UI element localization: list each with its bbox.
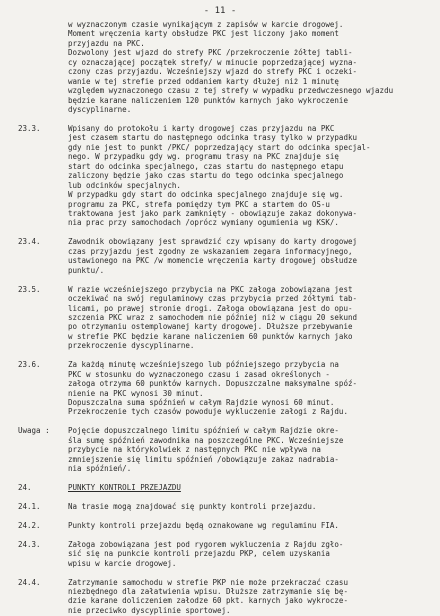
line-text: śla sumę spóźnień zawodnika na poszczególne PKC. Wcześniejsze — [68, 435, 344, 445]
line-text: załoga otrzyma 60 punktów karnych. Dopuszczalne maksymalne spóź- — [68, 379, 357, 389]
paragraph-number: 24.1. — [18, 501, 41, 511]
line-text: Przekroczenie tych czasów powoduje wykluczenie załogi z Rajdu. — [68, 407, 348, 417]
paragraph-number: 23.6. — [18, 360, 41, 370]
line-text: nego. W przypadku gdy wg. programu trasy na PKC znajduje się — [68, 152, 339, 162]
line-text: czas przyjazdu jest zgodny ze wskazaniem zegara informacyjnego, — [68, 246, 353, 256]
line-text: Zawodnik obowiązany jest sprawdzić czy wpisany do karty drogowej — [68, 237, 357, 247]
line-text: po otrzymaniu ostemplowanej karty drogowej. Dłuższe przebywanie — [68, 322, 353, 332]
line-text: wpisu w karcie drogowej. — [68, 558, 177, 568]
paragraph-number: 23.3. — [18, 123, 41, 133]
line-text: PKC w stosunku do wyznaczonego czasu i zasad określonych - — [68, 369, 330, 379]
line-text: wanie w tej strefie przed oddaniem karty dłużej niż 1 minutę — [68, 76, 339, 86]
line-text: szczenia PKC wraz z samochodem nie później niż w ciągu 20 sekund — [68, 312, 357, 322]
line-text: niezbędnego dla załatwienia wpisu. Dłuższe zatrzymanie się bę- — [68, 587, 348, 596]
line-text: lub odcinków specjalnych. — [68, 180, 181, 190]
paragraph-number: 24. — [18, 483, 32, 493]
line-text: traktowana jest jako park zamknięty - obowiązuje zakaz dokonywa- — [68, 209, 357, 218]
line-text: jest czasem startu do następnego odcinka trasy tylko w przypadku — [68, 133, 357, 143]
line-text: dzie karane doliczeniem załodze 60 pkt. karnych jako wykrocze- — [68, 596, 348, 606]
line-text: Dozwolony jest wjazd do strefy PKC /przekroczenie żółtej tabli- — [68, 48, 353, 58]
line-text: w wyznaczonym czasie wynikającym z zapisów w karcie drogowej. — [68, 20, 344, 29]
line-text: nia prac przy samochodach /oprócz wymiany ogumienia wg KSK/. — [68, 218, 339, 228]
line-text: ustawionego na PKC /w momencie wręczenia karty drogowej obsłudze — [68, 256, 357, 266]
line-text: Punkty kontroli przejazdu będą oznakowane wg regulaminu FIA. — [68, 520, 339, 530]
line-text: zmniejszenie się limitu spóźnień /obowiązuje zakaz nadrabia- — [68, 454, 339, 464]
line-text: Za każdą minutę wcześniejszego lub późniejszego przybycia na — [68, 360, 339, 370]
line-text: Moment wręczenia karty obsłudze PKC jest liczony jako moment — [68, 29, 339, 39]
line-text: Wpisany do protokołu i karty drogowej czas przyjazdu na PKC — [68, 123, 335, 133]
line-text: będzie karane naliczeniem 120 punktów karnych jako wykroczenie — [68, 95, 348, 105]
line-text: nie przeciwko dyscyplinie sportowej. — [68, 605, 231, 615]
line-text: start do odcinka specjalnego, czas startu do następnego etapu — [68, 161, 344, 171]
line-text: W przypadku gdy start do odcinka specjalnego znajduje się wg. — [68, 190, 344, 200]
line-text: Dopuszczalna suma spóźnień w całym Rajdzie wynosi 60 minut. — [68, 398, 335, 407]
line-text: licami, po prawej stronie drogi. Załoga obowiązana jest do opu- — [68, 303, 353, 313]
line-text: W razie wcześniejszego przybycia na PKC załoga zobowiązana jest — [68, 284, 353, 294]
line-text: przekroczenie dyscyplinarne. — [68, 341, 195, 351]
page-number: - 11 - — [203, 6, 237, 16]
line-text: względem wyznaczonego czasu z tej strefy w wypadku przedwczesnego wjazdu — [68, 86, 394, 96]
line-text: czony czas przyjazdu. Wcześniejszy wjazd do strefy PKC i oczeki- — [68, 67, 357, 77]
line-text: punktu/. — [68, 265, 105, 275]
paragraph-number: 24.2. — [18, 520, 41, 530]
line-text: przybycie na którykolwiek z następnych PKC nie wpływa na — [68, 445, 321, 455]
line-text: zaliczony będzie jako czas startu do tego odcinka specjalnego — [68, 171, 344, 181]
text-line — [0, 606, 440, 616]
line-text: nienie na PKC wynosi 30 minut. — [68, 388, 204, 398]
line-text: cy oznaczającej początek strefy/ w minucie poprzedzającej wyzna- — [68, 57, 357, 67]
line-text: sić się na punkcie kontroli przejazdu PKP, celem uzyskania — [68, 549, 330, 559]
line-text: przyjazdu na PKC. — [68, 38, 145, 48]
line-text: Zatrzymanie samochodu w strefie PKP nie może przekraczać czasu — [68, 577, 348, 587]
paragraph-number: 24.4. — [18, 577, 41, 587]
paragraph-number: Uwaga : — [18, 426, 50, 436]
line-text: w strefie PKC będzie karane naliczeniem 60 punktów karnych jako — [68, 331, 353, 341]
line-text: gdy nie jest to punkt /PKC/ poprzedzający start do odcinka specjal- — [68, 142, 371, 152]
line-text: nia spóźnień/. — [68, 464, 132, 474]
paragraph-number: 23.5. — [18, 284, 41, 294]
section-heading: PUNKTY KONTROLI PRZEJAZDU — [68, 483, 181, 493]
line-text: programu za PKC, strefa pomiędzy tym PKC a startem do OS-u — [68, 199, 330, 209]
line-text: oczekiwać na swój regulaminowy czas przybycia przed żółtymi tab- — [68, 294, 357, 304]
paragraph-number: 24.3. — [18, 539, 41, 549]
line-text: dyscyplinarne. — [68, 105, 132, 115]
line-text: Pojęcie dopuszczalnego limitu spóźnień w całym Rajdzie okre- — [68, 426, 339, 436]
paragraph-number: 23.4. — [18, 237, 41, 247]
line-text: Na trasie mogą znajdować się punkty kontroli przejazdu. — [68, 501, 317, 511]
line-text: Załoga zobowiązana jest pod rygorem wykluczenia z Rajdu zgło- — [68, 539, 344, 549]
